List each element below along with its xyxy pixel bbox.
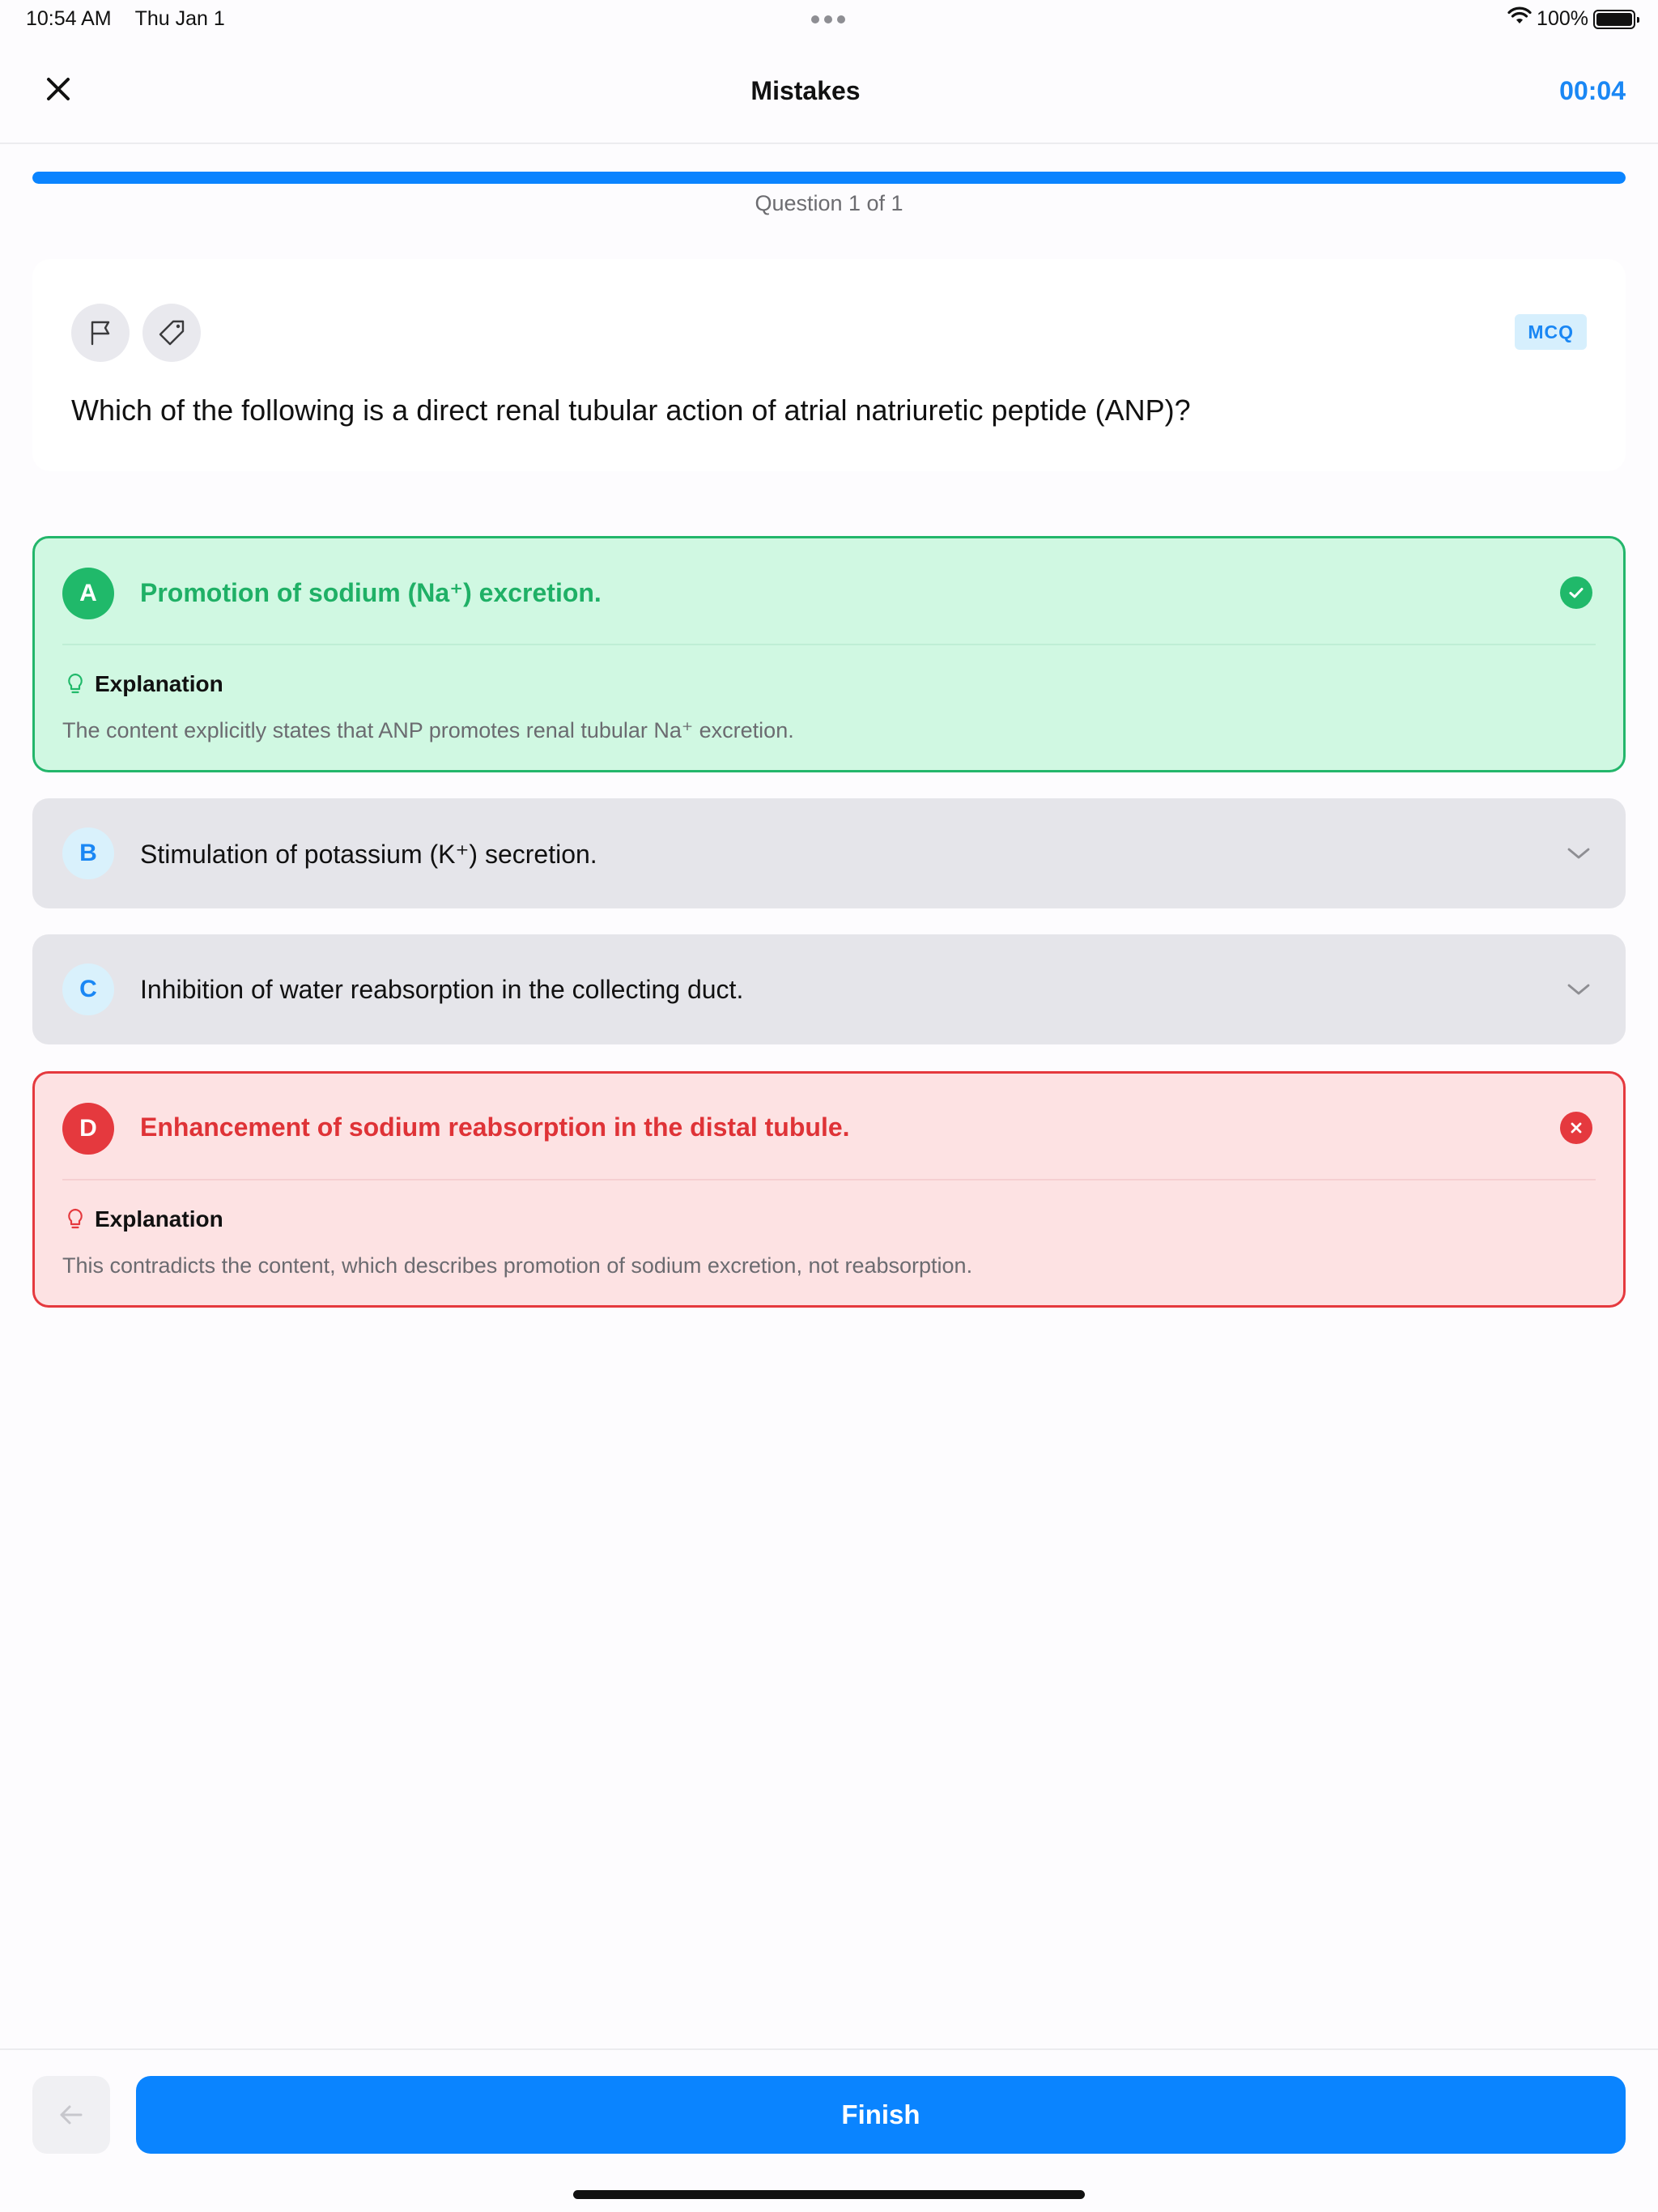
- status-time-date: [26, 7, 225, 31]
- question-text: Which of the following is a direct renal tubular action of atrial natriuretic peptide (ANP)?: [71, 393, 1191, 427]
- status-indicators: [1507, 6, 1635, 32]
- status-date: Thu Jan 1: [134, 7, 225, 30]
- battery-icon: [1593, 10, 1635, 29]
- option-letter: B: [62, 827, 114, 879]
- home-indicator[interactable]: [573, 2190, 1085, 2199]
- option-divider: [62, 644, 1596, 645]
- explanation-header: [66, 671, 223, 697]
- back-button[interactable]: [32, 2076, 110, 2154]
- option-letter: D: [62, 1103, 114, 1155]
- chevron-down-icon[interactable]: [1564, 975, 1593, 1004]
- status-time: 10:54 AM: [26, 7, 112, 30]
- explanation-text: The content explicitly states that ANP promotes renal tubular Na⁺ excretion.: [62, 718, 794, 742]
- flag-button[interactable]: [71, 304, 130, 362]
- option-b[interactable]: [32, 798, 1626, 908]
- bottom-divider: [0, 2048, 1658, 2050]
- chevron-down-icon[interactable]: [1564, 839, 1593, 868]
- tag-button[interactable]: [142, 304, 201, 362]
- option-text: Stimulation of potassium (K⁺) secretion.: [140, 840, 597, 869]
- option-a-correct[interactable]: [32, 536, 1626, 772]
- multitasking-dots-icon[interactable]: [811, 15, 845, 23]
- option-letter: C: [62, 963, 114, 1015]
- question-counter: Question 1 of 1: [755, 191, 903, 215]
- option-text: Promotion of sodium (Na⁺) excretion.: [140, 578, 602, 607]
- top-nav-bar: [0, 40, 1658, 144]
- page-title: Mistakes: [750, 76, 861, 105]
- checkmark-icon: [1560, 576, 1592, 609]
- finish-button[interactable]: Finish: [136, 2076, 1626, 2154]
- arrow-left-icon: [55, 2099, 87, 2131]
- option-letter: A: [62, 568, 114, 619]
- explanation-text: This contradicts the content, which describes promotion of sodium excretion, not reabsorption.: [62, 1253, 973, 1278]
- explanation-header: [66, 1206, 223, 1232]
- explanation-label: Explanation: [95, 671, 223, 696]
- option-text: Inhibition of water reabsorption in the collecting duct.: [140, 975, 744, 1004]
- explanation-label: Explanation: [95, 1206, 223, 1231]
- tag-icon: [157, 318, 186, 347]
- option-divider: [62, 1179, 1596, 1180]
- battery-percent: 100%: [1537, 7, 1588, 30]
- question-card: [32, 259, 1626, 471]
- option-d-incorrect[interactable]: [32, 1071, 1626, 1308]
- wifi-icon: [1507, 6, 1532, 32]
- progress-bar-fill: [32, 172, 1626, 184]
- x-circle-icon: [1560, 1112, 1592, 1144]
- status-bar: [0, 0, 1658, 40]
- question-type-badge: MCQ: [1515, 314, 1587, 350]
- lightbulb-icon: [66, 672, 85, 696]
- quiz-timer: 00:04: [1559, 76, 1626, 105]
- option-c[interactable]: [32, 934, 1626, 1044]
- lightbulb-icon: [66, 1207, 85, 1231]
- progress-bar: [32, 172, 1626, 184]
- flag-icon: [87, 319, 114, 347]
- option-text: Enhancement of sodium reabsorption in the distal tubule.: [140, 1112, 850, 1142]
